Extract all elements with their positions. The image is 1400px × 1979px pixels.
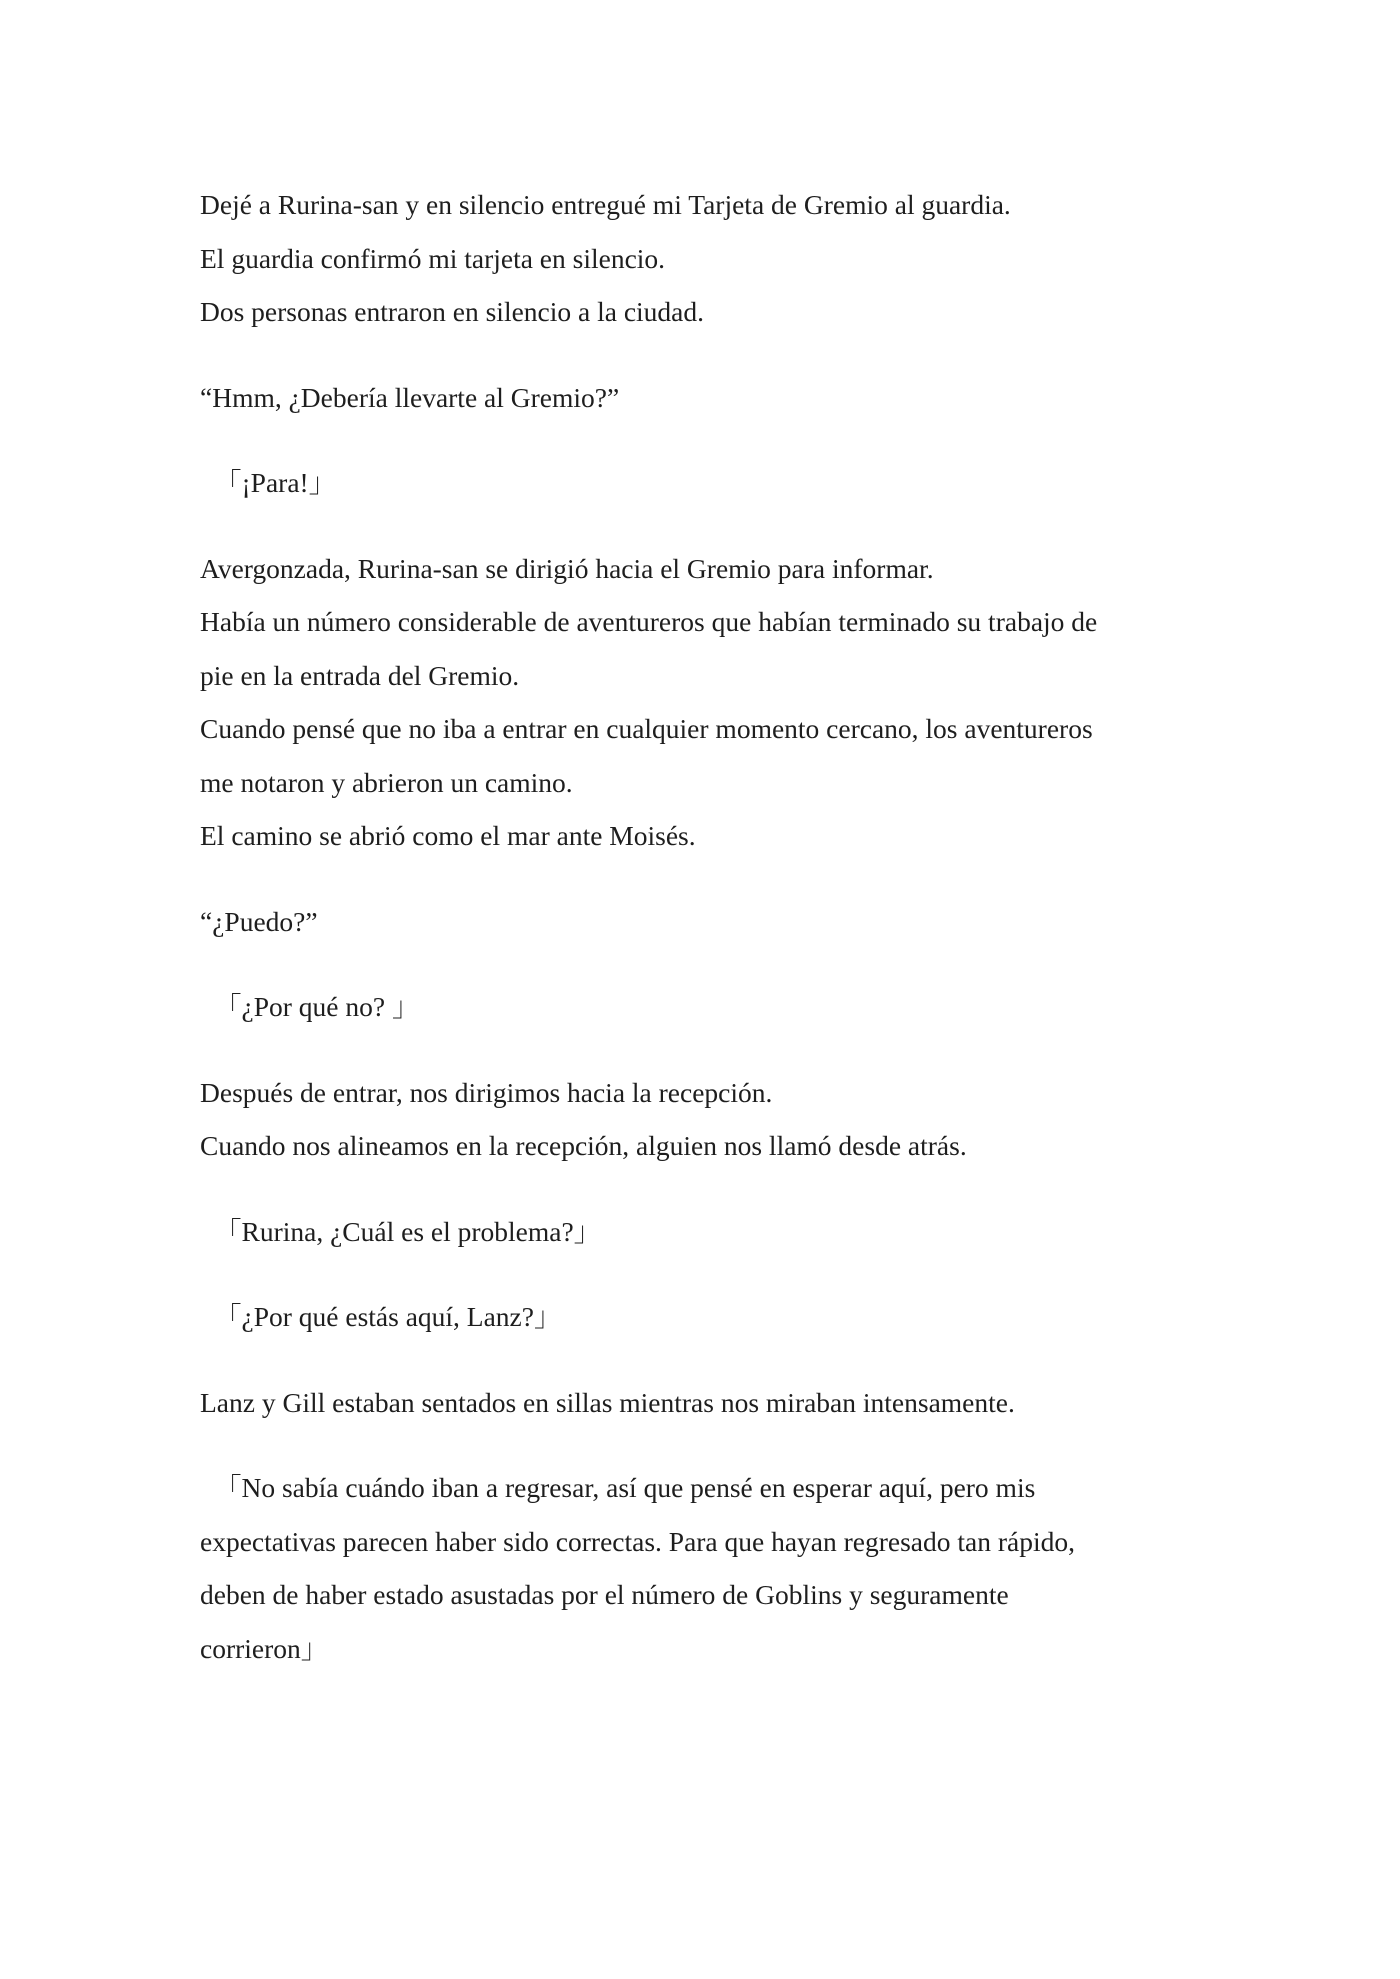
- narration-paragraph: [200, 1376, 1220, 1430]
- text-line: pie en la entrada del Gremio.: [200, 659, 520, 691]
- dialogue-line: [200, 1205, 1220, 1259]
- document-body: [200, 178, 1220, 1707]
- dialogue-line: [200, 980, 1220, 1034]
- narration-paragraph: [200, 542, 1220, 863]
- text-line: “¿Puedo?”: [200, 905, 318, 937]
- narration-paragraph: [200, 178, 1220, 339]
- text-line: El guardia confirmó mi tarjeta en silencio.: [200, 242, 666, 274]
- text-line: 「¿Por qué no? 」: [214, 991, 420, 1022]
- text-line: 「¡Para!」: [214, 467, 337, 498]
- text-line: Dejé a Rurina-san y en silencio entregué mi Tarjeta de Gremio al guardia.: [200, 189, 1011, 220]
- text-line: Avergonzada, Rurina-san se dirigió hacia el Gremio para informar.: [200, 552, 934, 584]
- text-line: Lanz y Gill estaban sentados en sillas mientras nos miraban intensamente.: [200, 1386, 1015, 1418]
- text-line: Dos personas entraron en silencio a la ciudad.: [200, 296, 704, 327]
- text-line: Cuando nos alineamos en la recepción, alguien nos llamó desde atrás.: [200, 1130, 967, 1161]
- text-line: Había un número considerable de aventureros que habían terminado su trabajo de: [200, 606, 1098, 637]
- text-line: 「No sabía cuándo iban a regresar, así que pensé en esperar aquí, pero mis: [214, 1472, 1036, 1503]
- text-line: deben de haber estado asustadas por el número de Goblins y seguramente: [200, 1579, 1009, 1610]
- dialogue-line: [200, 1290, 1220, 1344]
- dialogue-line: [200, 456, 1220, 510]
- dialogue-line: [200, 895, 1220, 949]
- text-line: me notaron y abrieron un camino.: [200, 766, 573, 798]
- text-line: 「Rurina, ¿Cuál es el problema?」: [214, 1215, 602, 1247]
- narration-paragraph: [200, 1066, 1220, 1173]
- text-line: 「¿Por qué estás aquí, Lanz?」: [214, 1301, 562, 1332]
- text-line: Después de entrar, nos dirigimos hacia la recepción.: [200, 1076, 773, 1108]
- text-line: “Hmm, ¿Debería llevarte al Gremio?”: [200, 381, 620, 413]
- text-line: El camino se abrió como el mar ante Moisés.: [200, 820, 696, 851]
- dialogue-paragraph: [200, 1461, 1220, 1675]
- text-line: Cuando pensé que no iba a entrar en cualquier momento cercano, los aventureros: [200, 713, 1093, 744]
- text-line: corrieron」: [200, 1632, 329, 1664]
- dialogue-line: [200, 371, 1220, 425]
- text-line: expectativas parecen haber sido correctas. Para que hayan regresado tan rápido,: [200, 1525, 1075, 1557]
